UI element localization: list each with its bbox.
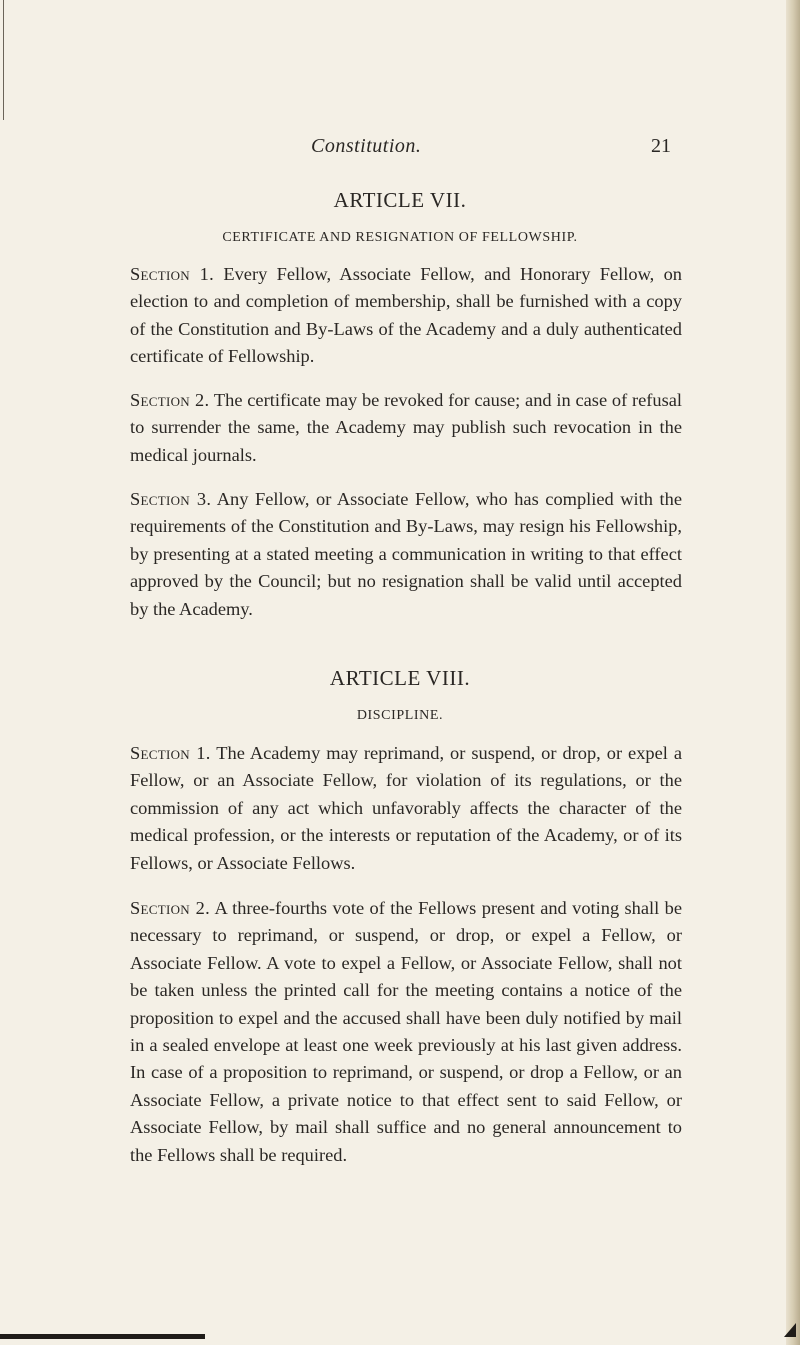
article-viii-section-2 xyxy=(130,895,682,1169)
section-label: Section 1. xyxy=(130,743,211,763)
section-label: Section 3. xyxy=(130,489,212,509)
running-title: Constitution. xyxy=(311,135,422,157)
section-text: The certificate may be revoked for cause; and in case of refusal to surrender the same, the Academy may publish such revocation in the medical journals. xyxy=(130,390,683,465)
section-text: The Academy may reprimand, or suspend, or drop, or expel a Fellow, or an Associate Fellow, for violation of its regulations, or the commission of any act which unfavorably affects the character of the medical profession, or the interests or reputation of the Academy, or of its Fellows, or Associate Fellows. xyxy=(130,743,682,873)
article-viii-title: ARTICLE VIII. xyxy=(329,666,471,690)
article-vii-title: ARTICLE VII. xyxy=(333,188,467,212)
article-vii-section-2 xyxy=(130,387,682,469)
section-text: A three-fourths vote of the Fellows present and voting shall be necessary to reprimand, or suspend, or drop, or expel a Fellow, or Associate Fellow. A vote to expel a Fellow, or Associate Fellow, shall not be taken unless the printed call for the meeting contains a notice of the proposition to expel and the accused shall have been duly notified by mail in a sealed envelope at least one week previously at his last given address. In case of a proposition to reprimand, or suspend, or drop a Fellow, or an Associate Fellow, a private notice to that effect sent to said Fellow, or Associate Fellow, by mail shall suffice and no general announcement to the Fellows shall be required. xyxy=(130,898,682,1165)
section-text: Any Fellow, or Associate Fellow, who has complied with the requirements of the Constitution and By-Laws, may resign his Fellowship, by presenting at a stated meeting a communication in writing to that effect approved by the Council; but no resignation shall be valid until accepted by the Academy. xyxy=(130,489,682,619)
section-text: Every Fellow, Associate Fellow, and Honorary Fellow, on election to and completion of membership, shall be furnished with a copy of the Constitution and By-Laws of the Academy and a duly authenticated certificate of Fellowship. xyxy=(130,264,682,367)
page-edge-line xyxy=(3,0,4,120)
article-vii-section-3 xyxy=(130,486,682,623)
section-label: Section 2. xyxy=(130,390,210,410)
article-viii-subtitle: DISCIPLINE. xyxy=(356,708,444,723)
article-vii-subtitle: CERTIFICATE AND RESIGNATION OF FELLOWSHIP. xyxy=(222,230,578,245)
section-label: Section 1. xyxy=(130,264,215,284)
bottom-rule xyxy=(0,1334,205,1339)
page-number: 21 xyxy=(651,135,671,157)
article-viii-section-1 xyxy=(130,740,682,877)
article-vii-section-1 xyxy=(130,261,682,371)
running-head xyxy=(0,135,800,165)
corner-mark xyxy=(784,1323,796,1337)
section-label: Section 2. xyxy=(130,898,211,918)
